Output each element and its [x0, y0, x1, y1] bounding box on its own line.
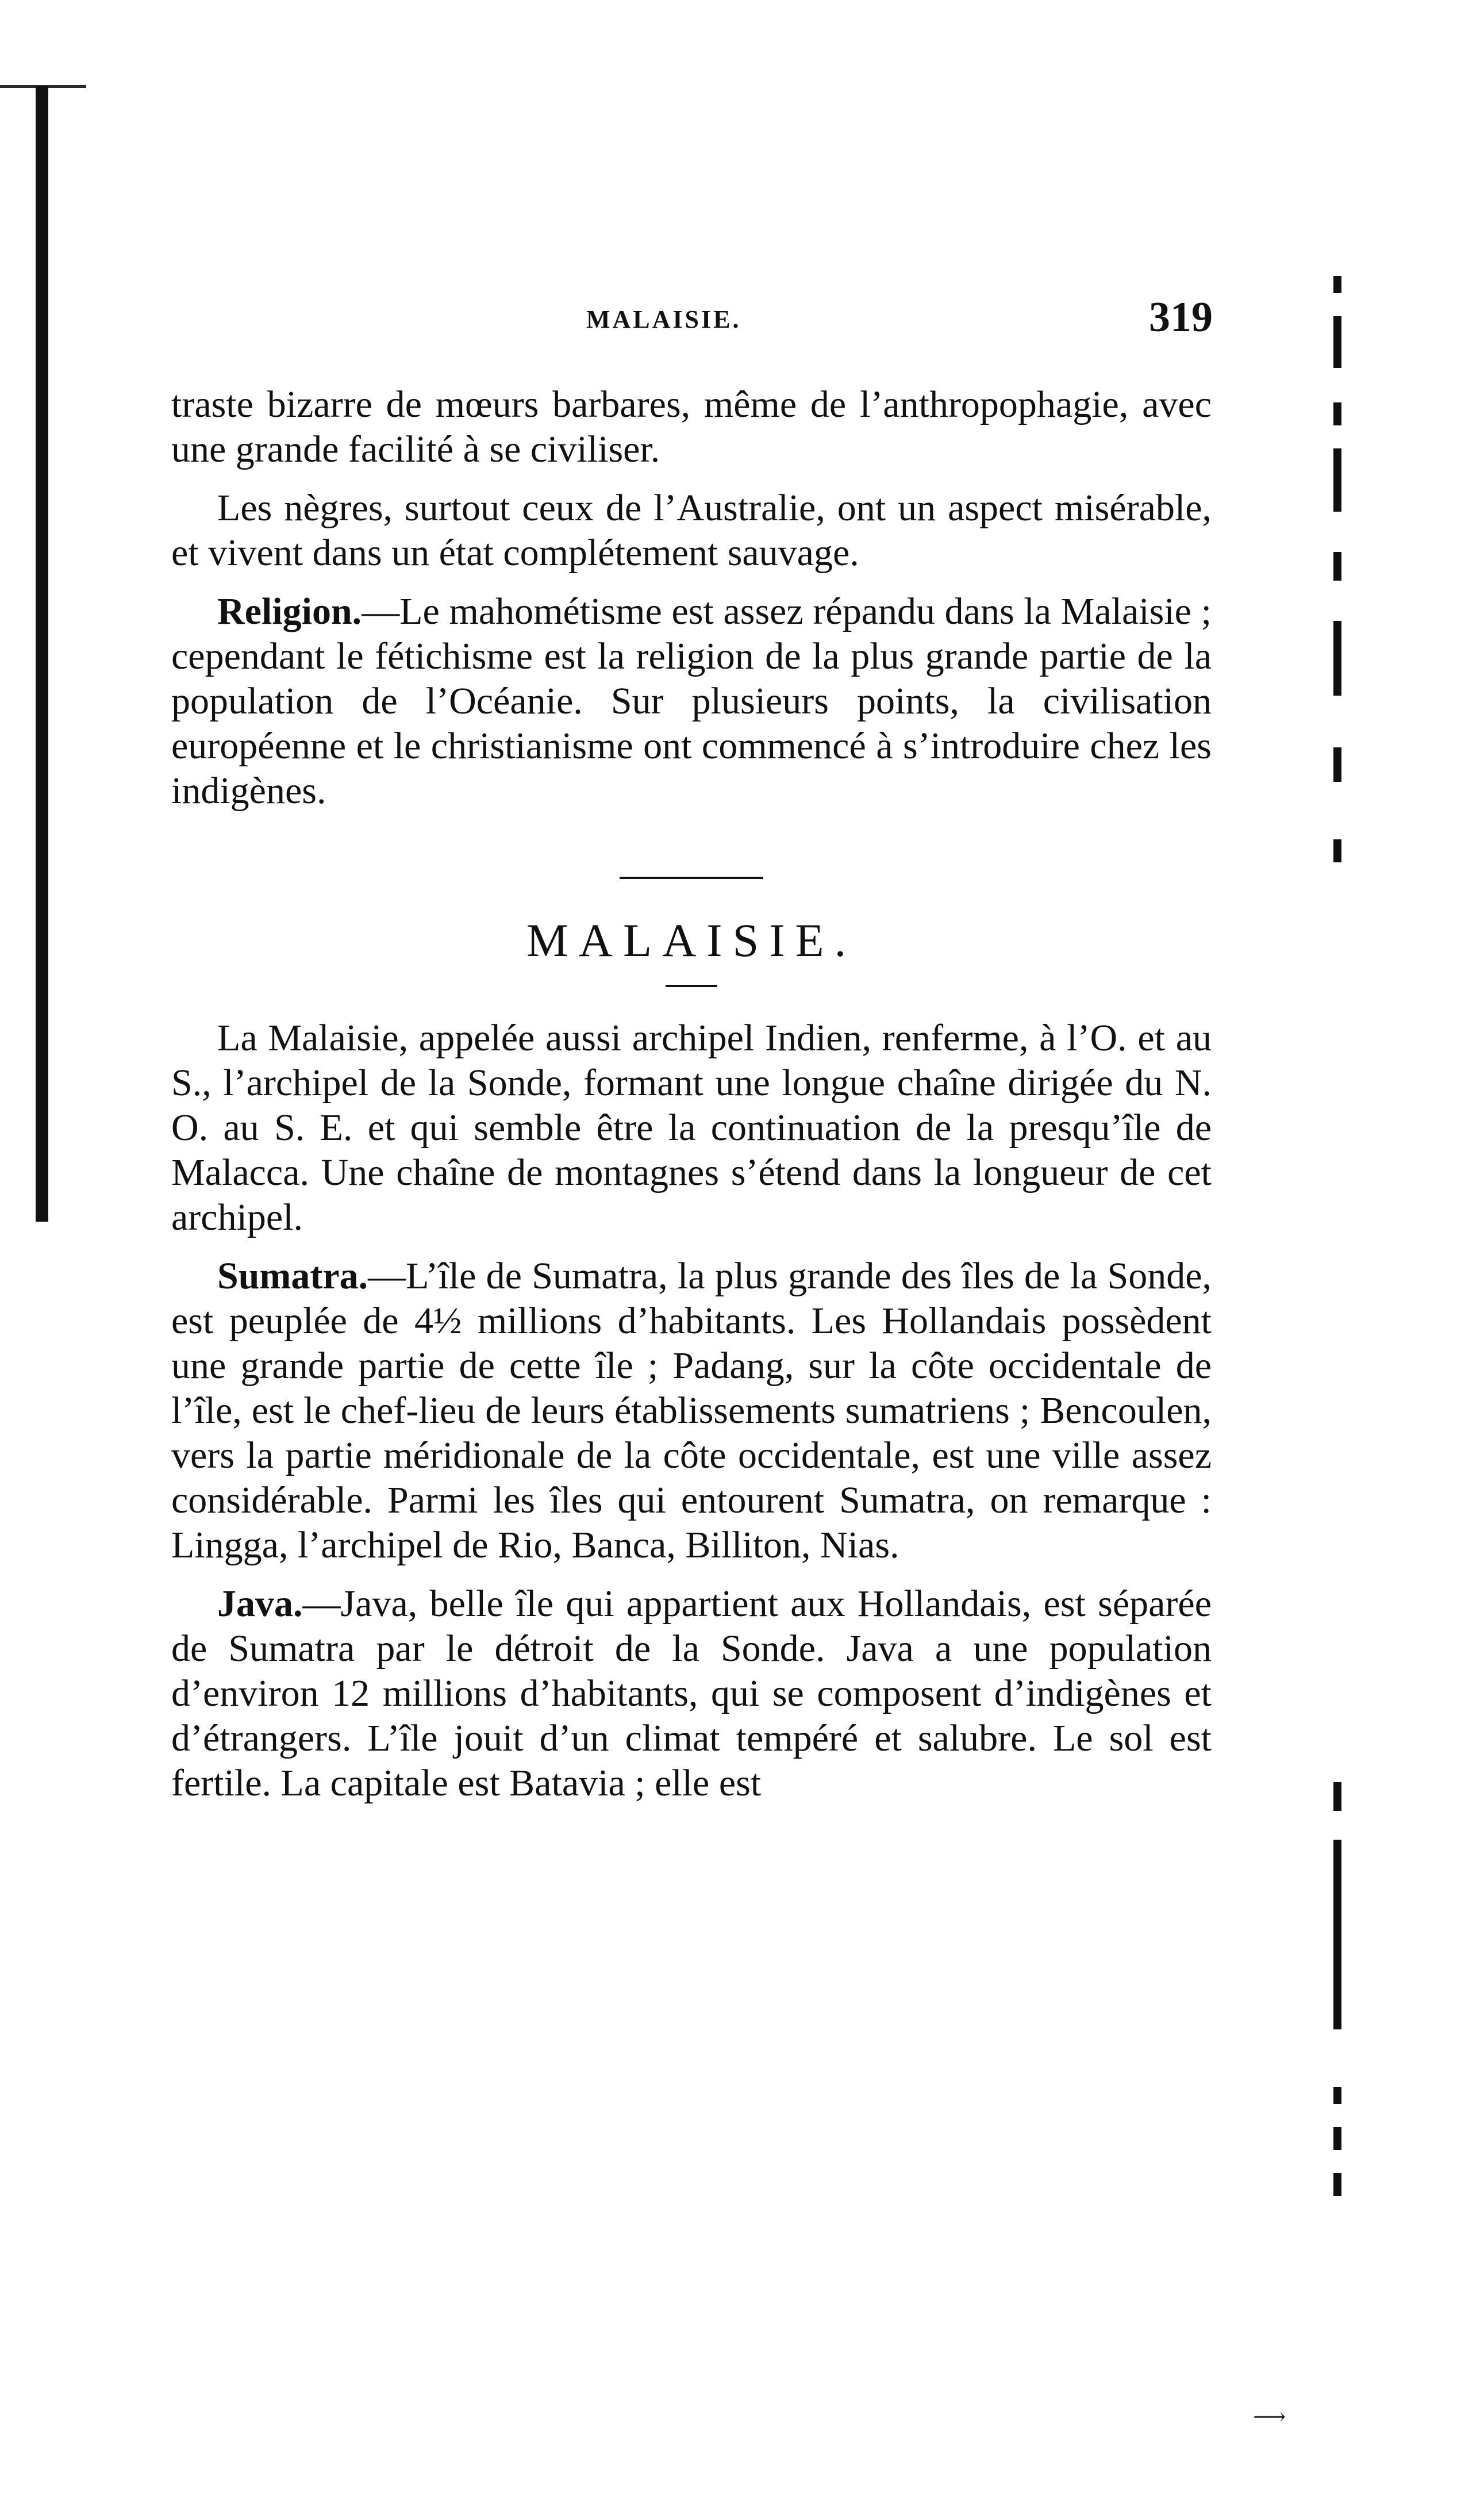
section-title: MALAISIE. — [526, 914, 857, 966]
scan-edge-marks — [1316, 276, 1362, 2346]
religion-heading: Religion. — [217, 590, 362, 632]
paragraph-malaisie: La Malaisie, appelée aussi archipel Indien, renferme, à l’O. et au S., l’archipel de la Sonde, formant une longue chaîne dirigée du N. O. au S. E. et qui semble être la continuation de la presqu’île de Malacca. Une chaîne de montagnes s’étend dans la longueur de cet archipel. — [171, 1017, 1212, 1238]
java-text: —Java, belle île qui appartient aux Hollandais, est séparée de Sumatra par le détroit de la Sonde. Java a une population d’environ 12 millions d’habitants, qui se composent d’indigènes et d’étrangers. L’île jouit d’un climat tempéré et salubre. Le sol est fertile. La capitale est Batavia ; elle est — [171, 1583, 1212, 1804]
paragraph-java — [171, 1582, 1212, 1806]
sumatra-text: —L’île de Sumatra, la plus grande des îles de la Sonde, est peuplée de 4½ millions d’habitants. Les Hollandais possèdent une grande partie de cette île ; Padang, sur la côte occidentale de l’île, est le chef-lieu de leurs établissements sumatriens ; Bencoulen, vers la partie méridionale de la côte occidentale, est une ville assez considérable. Parmi les îles qui entourent Sumatra, on remarque : Lingga, l’archipel de Rio, Banca, Billiton, Nias. — [171, 1255, 1212, 1566]
paragraph-negres: Les nègres, surtout ceux de l’Australie, ont un aspect misérable, et vivent dans un état complétement sauvage. — [171, 487, 1212, 574]
paragraph-sumatra — [171, 1254, 1212, 1568]
arrow-icon: ⟶ — [1253, 2404, 1286, 2430]
paragraph-continuation: traste bizarre de mœurs barbares, même de l’anthropophagie, avec une grande facilité à se civiliser. — [171, 383, 1212, 470]
binding-spine — [36, 86, 48, 1222]
title-rule — [666, 985, 717, 987]
running-head: MALAISIE. — [586, 305, 741, 333]
page-number: 319 — [1149, 294, 1213, 341]
sumatra-heading: Sumatra. — [217, 1255, 368, 1297]
religion-text: —Le mahométisme est assez répandu dans la Malaisie ; cependant le fétichisme est la religion de la plus grande partie de la population de l’Océanie. Sur plusieurs points, la civilisation européenne et le christianisme ont commencé à s’introduire chez les indigènes. — [171, 590, 1212, 812]
section-divider — [620, 877, 763, 879]
java-heading: Java. — [217, 1583, 303, 1625]
paragraph-religion — [171, 589, 1212, 813]
page-body — [171, 382, 1212, 1820]
page-header — [172, 293, 1213, 351]
